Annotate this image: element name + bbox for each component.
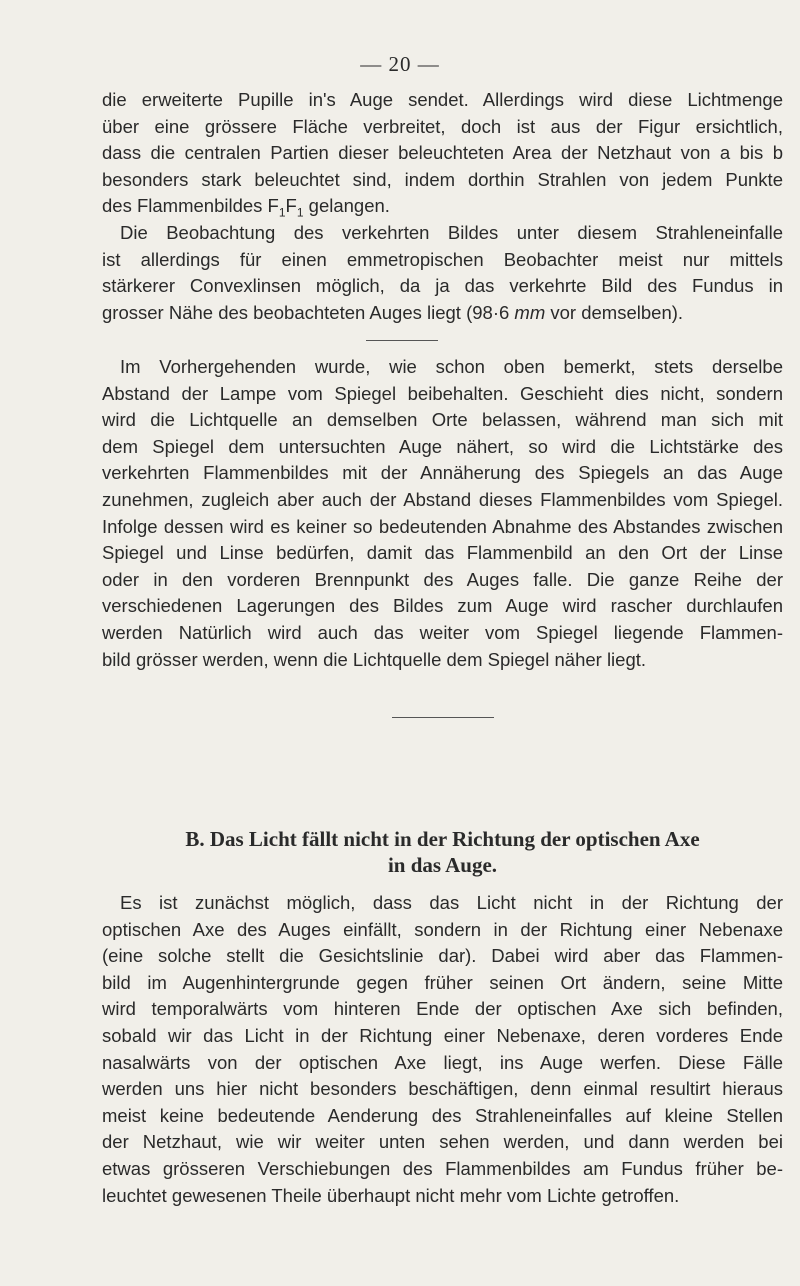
- text-line: die erweiterte Pupille in's Auge sendet. Allerdings wird diese Lichtmenge: [102, 89, 783, 110]
- text-line: optischen Axe des Auges einfällt, sondern in der Richtung einer Nebenaxe: [102, 918, 783, 940]
- text-fragment: F: [285, 195, 297, 217]
- heading-line: in das Auge.: [387, 853, 498, 877]
- text-fragment: vor demselben).: [545, 301, 684, 323]
- text-line: Die Beobachtung des verkehrten Bildes unter diesem Strahleneinfalle: [120, 222, 783, 243]
- paragraph-2: [102, 220, 783, 326]
- text-line: zunehmen, zugleich aber auch der Abstand dieses Flammenbildes vom Spiegel.: [102, 488, 783, 510]
- divider-rule: [366, 340, 438, 341]
- page-number: — 20 —: [360, 52, 440, 76]
- text-line: dem Spiegel dem untersuchten Auge nähert, so wird die Lichtstärke des: [102, 435, 783, 457]
- text-line: [102, 193, 783, 220]
- text-line: (eine solche stellt die Gesichtslinie dar). Dabei wird aber das Flammen-: [102, 945, 783, 967]
- unit: mm: [514, 301, 546, 323]
- text-line: werden uns hier nicht besonders beschäftigen, denn einmal resultirt hieraus: [102, 1078, 783, 1100]
- paragraph-1: [102, 87, 783, 220]
- text-line: verkehrten Flammenbildes mit der Annäherung des Spiegels an das Auge: [102, 462, 783, 484]
- text-line: [102, 300, 783, 327]
- text-line: etwas grösseren Verschiebungen des Flammenbildes am Fundus früher be-: [102, 1157, 783, 1179]
- text-fragment: gelangen.: [303, 195, 390, 217]
- text-line: über eine grössere Fläche verbreitet, doch ist aus der Figur ersichtlich,: [102, 115, 783, 137]
- paragraph-3: [102, 354, 783, 673]
- text-line: bild grösser werden, wenn die Lichtquelle dem Spiegel näher liegt.: [102, 648, 647, 670]
- text-line: dass die centralen Partien dieser beleuchteten Area der Netzhaut von a bis b: [102, 142, 783, 164]
- text-line: sobald wir das Licht in der Richtung einer Nebenaxe, deren vorderes Ende: [102, 1024, 783, 1046]
- heading-line: B. Das Licht fällt nicht in der Richtung der optischen Axe: [185, 827, 700, 851]
- text-line: verschiedenen Lagerungen des Bildes zum Auge wird rascher durchlaufen: [102, 595, 783, 617]
- text-line: stärkerer Convexlinsen möglich, da ja das verkehrte Bild des Fundus in: [102, 275, 783, 297]
- text-line: meist keine bedeutende Aenderung des Strahleneinfalles auf kleine Stellen: [102, 1104, 783, 1126]
- text-line: bild im Augenhintergrunde gegen früher seinen Ort ändern, seine Mitte: [102, 971, 783, 993]
- text-line: wird temporalwärts vom hinteren Ende der optischen Axe sich befinden,: [102, 998, 783, 1020]
- text-line: Es ist zunächst möglich, dass das Licht nicht in der Richtung der: [120, 892, 783, 913]
- text-line: Abstand der Lampe vom Spiegel beibehalten. Geschieht dies nicht, sondern: [102, 382, 783, 404]
- text-line: Infolge dessen wird es keiner so bedeutenden Abnahme des Abstandes zwischen: [102, 515, 783, 537]
- paragraph-4: [102, 890, 783, 1209]
- text-line: besonders stark beleuchtet sind, indem dorthin Strahlen von jedem Punkte: [102, 168, 783, 190]
- text-fragment: grosser Nähe des beobachteten Auges liegt (98·6: [102, 301, 515, 323]
- text-line: Spiegel und Linse bedürfen, damit das Flammenbild an den Ort der Linse: [102, 542, 783, 564]
- text-line: nasalwärts von der optischen Axe liegt, ins Auge werfen. Diese Fälle: [102, 1051, 783, 1073]
- text-line: ist allerdings für einen emmetropischen Beobachter meist nur mittels: [102, 248, 783, 270]
- subscript: 1: [278, 206, 286, 221]
- subscript: 1: [296, 206, 304, 221]
- section-heading: [102, 826, 783, 878]
- text-line: der Netzhaut, wie wir weiter unten sehen werden, und dann werden bei: [102, 1131, 783, 1153]
- divider-rule: [392, 717, 494, 718]
- text-line: werden Natürlich wird auch das weiter vom Spiegel liegende Flammen-: [102, 621, 783, 643]
- text-line: leuchtet gewesenen Theile überhaupt nicht mehr vom Lichte getroffen.: [102, 1184, 680, 1206]
- text-line: Im Vorhergehenden wurde, wie schon oben bemerkt, stets derselbe: [120, 356, 783, 377]
- text-line: wird die Lichtquelle an demselben Orte belassen, während man sich mit: [102, 409, 783, 431]
- text-fragment: des Flammenbildes F: [102, 195, 279, 217]
- text-line: oder in den vorderen Brennpunkt des Auges falle. Die ganze Reihe der: [102, 568, 783, 590]
